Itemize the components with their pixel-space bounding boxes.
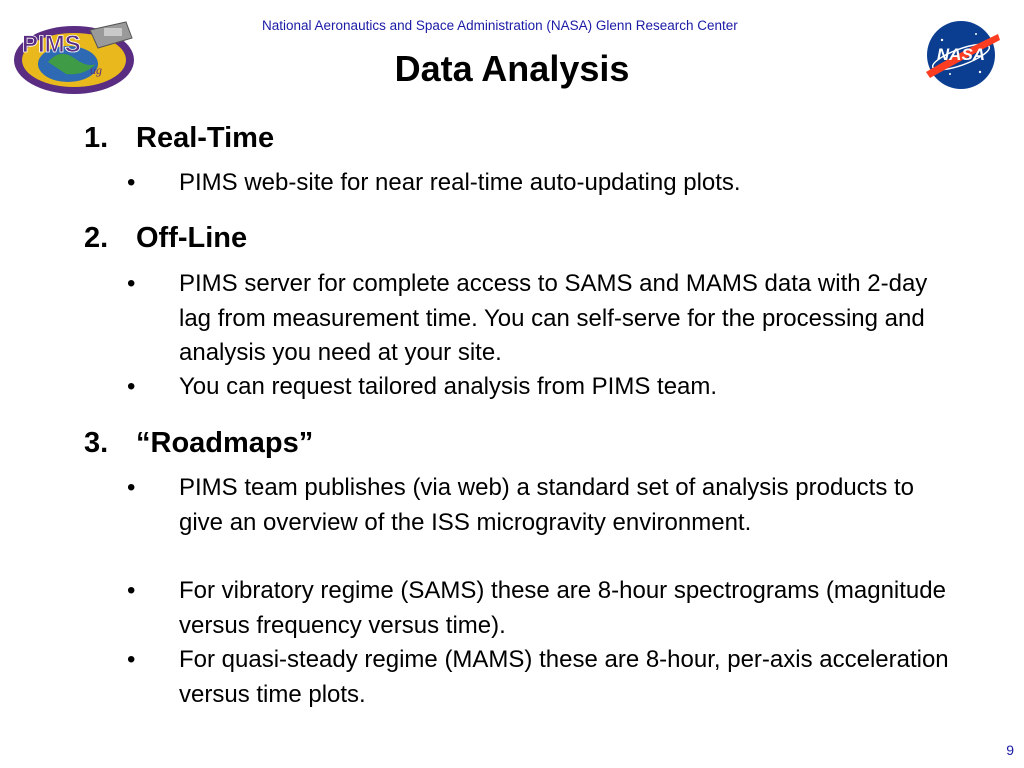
section-title-real-time: Real-Time: [136, 122, 275, 154]
bullet-marker: •: [127, 646, 136, 673]
section-title-roadmaps: “Roadmaps”: [136, 427, 314, 459]
bullet-text: PIMS team publishes (via web) a standard set of analysis products to give an overview of the ISS microgravity environment.: [179, 474, 915, 536]
pims-logo-text: PIMS: [22, 31, 81, 58]
page-number: 9: [1006, 742, 1014, 758]
section-number: 3.: [84, 427, 109, 459]
bullet-marker: •: [127, 270, 136, 297]
bullet-text: PIMS web-site for near real-time auto-updating plots.: [179, 169, 741, 196]
bullet-text: For vibratory regime (SAMS) these are 8-hour spectrograms (magnitude versus frequency versus time).: [179, 577, 946, 639]
bullet-marker: •: [127, 169, 136, 196]
section-number: 1.: [84, 122, 109, 154]
bullet-marker: •: [127, 373, 136, 400]
bullet-text: You can request tailored analysis from PIMS team.: [179, 373, 718, 400]
nasa-logo-text: NASA: [936, 45, 986, 64]
bullet-marker: •: [127, 474, 136, 501]
header-organization: National Aeronautics and Space Administration (NASA) Glenn Research Center: [262, 18, 738, 33]
bullet-text: For quasi-steady regime (MAMS) these are 8-hour, per-axis acceleration versus time plots.: [179, 646, 949, 708]
section-title-off-line: Off-Line: [136, 222, 248, 254]
bullet-text: PIMS server for complete access to SAMS and MAMS data with 2-day lag from measurement time. You can self-serve for the processing and analysis you need at your site.: [179, 270, 928, 366]
bullet-marker: •: [127, 577, 136, 604]
section-number: 2.: [84, 222, 109, 254]
pims-logo-sub: ug: [90, 63, 102, 77]
page-title: Data Analysis: [394, 48, 630, 89]
